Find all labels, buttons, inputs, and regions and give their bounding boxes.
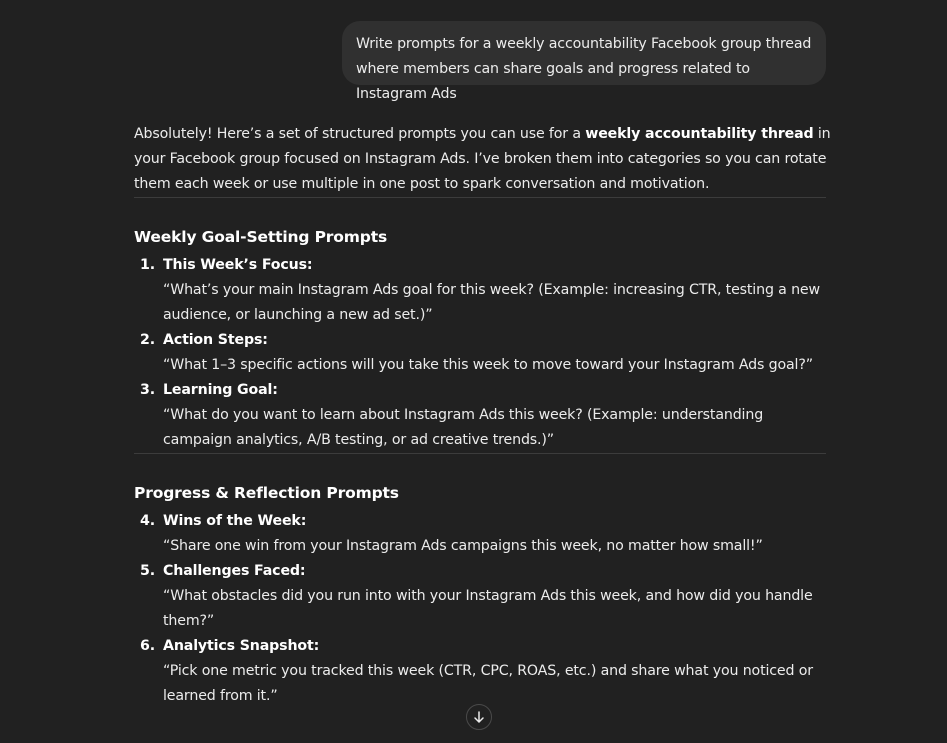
list-item (134, 509, 834, 559)
list-item (134, 634, 834, 709)
item-quote: “What’s your main Instagram Ads goal for this week? (Example: increasing CTR, testing a new audience, or launching a new ad set.)” (163, 282, 820, 323)
intro-text-2: in your Facebook group focused on Instagram Ads. I’ve broken them into categories so you can rotate them each week or use multiple in one post to spark conversation and motivation. (134, 126, 831, 192)
item-label: Wins of the Week: (163, 513, 307, 529)
item-number: 1. (140, 257, 155, 273)
divider (134, 453, 826, 454)
arrow-down-icon (472, 710, 486, 724)
item-quote: “Share one win from your Instagram Ads campaigns this week, no matter how small!” (163, 538, 763, 554)
intro-text-1: Absolutely! Here’s a set of structured prompts you can use for a (134, 126, 586, 142)
item-number: 4. (140, 513, 155, 529)
divider (134, 197, 826, 198)
user-message-line-2: where members can share goals and progress related to Instagram Ads (356, 61, 750, 102)
item-label: This Week’s Focus: (163, 257, 313, 273)
list-item (134, 253, 834, 328)
item-quote: “Pick one metric you tracked this week (CTR, CPC, ROAS, etc.) and share what you noticed or learned from it.” (163, 663, 813, 704)
assistant-response (134, 122, 834, 709)
item-number: 3. (140, 382, 155, 398)
item-quote: “What do you want to learn about Instagram Ads this week? (Example: understanding campaign analytics, A/B testing, or ad creative trends.)” (163, 407, 764, 448)
item-number: 6. (140, 638, 155, 654)
list-item (134, 378, 834, 453)
item-quote: “What 1–3 specific actions will you take this week to move toward your Instagram Ads goal?” (163, 357, 813, 373)
list-item (134, 559, 834, 634)
item-quote: “What obstacles did you run into with your Instagram Ads this week, and how did you handle them?” (163, 588, 813, 629)
section-title-progress-reflection: Progress & Reflection Prompts (134, 484, 399, 502)
item-number: 2. (140, 332, 155, 348)
item-number: 5. (140, 563, 155, 579)
item-label: Analytics Snapshot: (163, 638, 320, 654)
scroll-to-bottom-button[interactable] (466, 704, 492, 730)
intro-paragraph (134, 122, 834, 197)
progress-reflection-list (134, 509, 834, 709)
section-title-goal-setting: Weekly Goal-Setting Prompts (134, 228, 388, 246)
item-label: Learning Goal: (163, 382, 278, 398)
item-label: Challenges Faced: (163, 563, 306, 579)
user-message-line-1: Write prompts for a weekly accountability Facebook group thread (356, 36, 812, 52)
list-item (134, 328, 834, 378)
goal-setting-list (134, 253, 834, 453)
item-label: Action Steps: (163, 332, 268, 348)
user-message-bubble (342, 21, 826, 102)
intro-bold-text: weekly accountability thread (585, 126, 814, 142)
